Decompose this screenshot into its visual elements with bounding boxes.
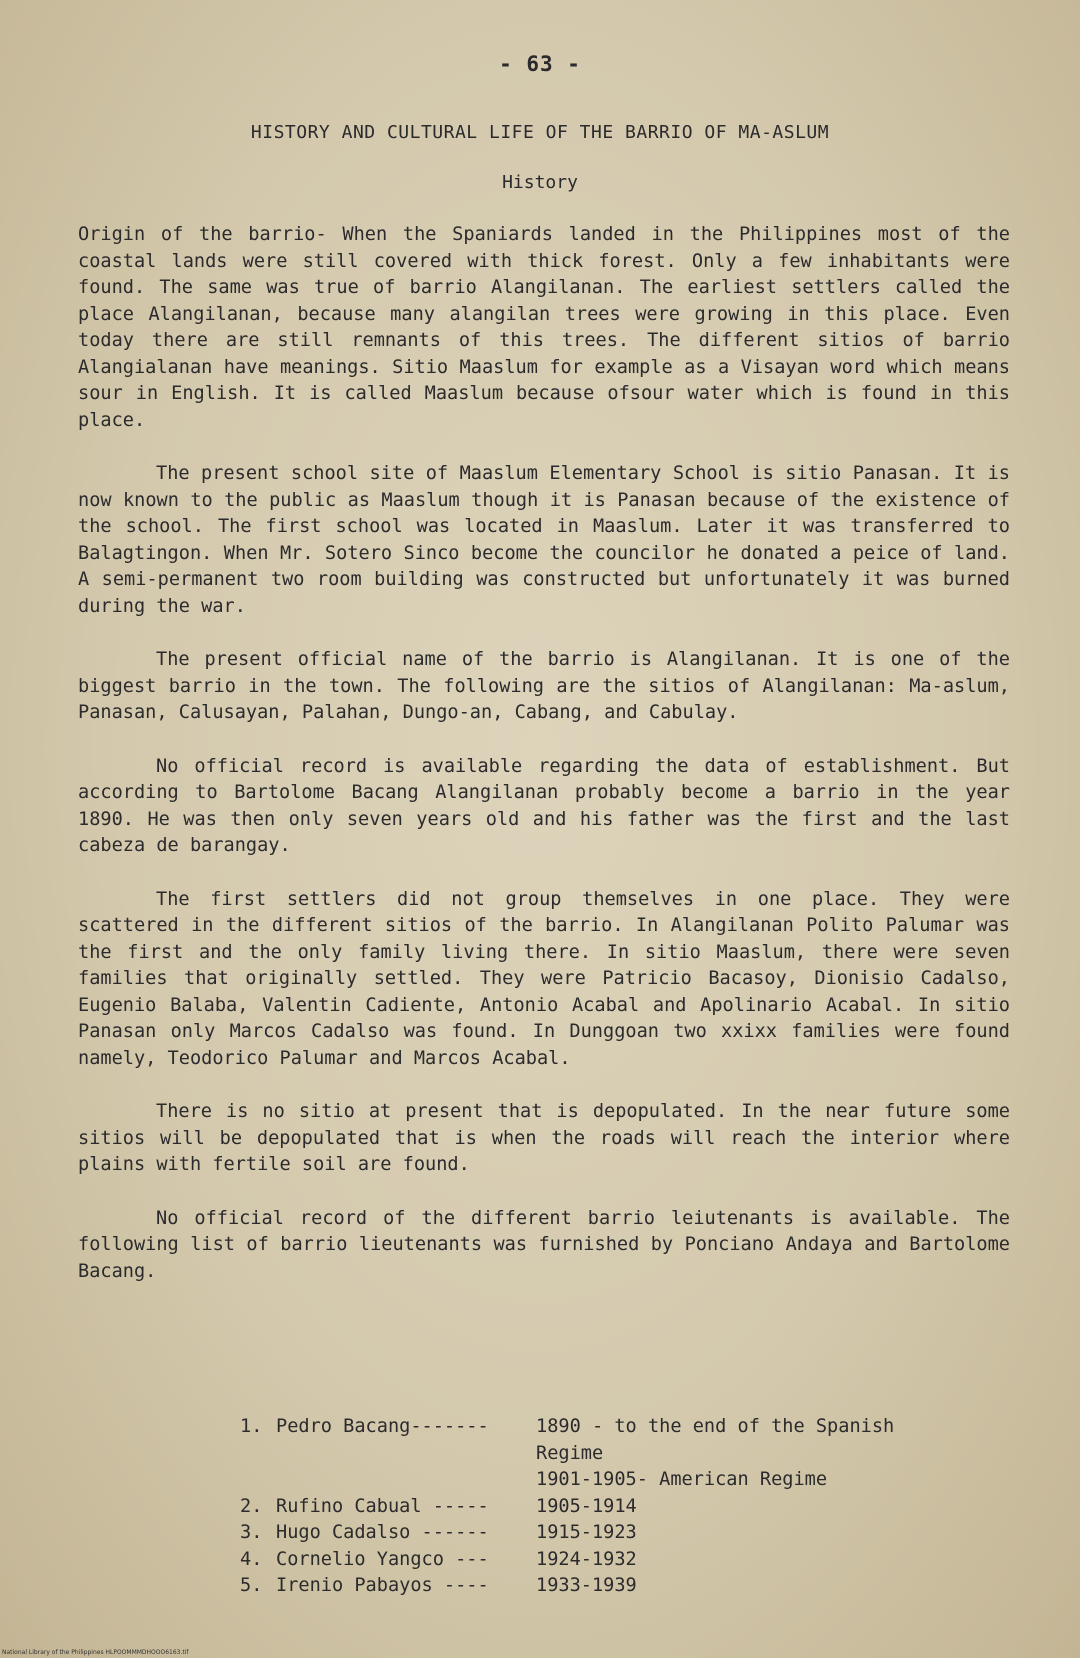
paragraph-official-name: The present official name of the barrio is Alangilanan. It is one of the biggest barrio in the town. The following are the sitios of Alangilanan: Ma-aslum, Panasan, Calusayan, Palahan, Dungo-an, Cabang, and Cabulay.	[78, 649, 1010, 723]
list-number: 4.	[240, 1548, 263, 1570]
list-number: 5.	[240, 1575, 263, 1596]
paragraph-establishment: No official record is available regarding the data of establishment. But according to Bartolome Bacang Alangilanan probably become a barrio in the year 1890. He was then only seven years old and his father was the first and the last cabeza de barangay.	[78, 755, 1010, 856]
paragraph-depopulation: There is no sitio at present that is depopulated. In the near future some sitios will be depopulated that is when the roads will reach the interior where plains with fertile soil are found.	[78, 1101, 1010, 1175]
term-period: 1890 - to the end of the Spanish Regime	[536, 1416, 895, 1464]
list-number: 3.	[240, 1522, 263, 1543]
term-period: 1924-1932	[536, 1548, 637, 1570]
lieutenants-list	[240, 1414, 1000, 1600]
term-period: 1915-1923	[536, 1522, 637, 1543]
list-item	[240, 1573, 1000, 1600]
list-number: 2.	[240, 1495, 263, 1517]
scan-footer: National Library of the Philippines HLPOOMMMDHOOO6163.tif	[2, 1649, 189, 1656]
paragraph-first-settlers: The first settlers did not group themselves in one place. They were scattered in the different sitios of the barrio. In Alangilanan Polito Palumar was the first and the only family living there. In sitio Maaslum, there were seven families that originally settled. They were Patricio Bacasoy, Dionisio Cadalso, Eugenio Balaba, Valentin Cadiente, Antonio Acabal and Apolinario Acabal. In sitio Panasan only Marcos Cadalso was found. In Dunggoan two xxixx families were found namely, Teodorico Palumar and Marcos Acabal.	[78, 888, 1010, 1069]
lieutenant-name: Rufino Cabual -----	[276, 1495, 489, 1517]
body-text	[78, 222, 1010, 1312]
lieutenant-name: Irenio Pabayos ----	[276, 1575, 489, 1596]
document-title: HISTORY AND CULTURAL LIFE OF THE BARRIO OF MA-ASLUM	[250, 122, 830, 143]
lieutenant-name: Cornelio Yangco ---	[276, 1548, 489, 1570]
lieutenant-name: Pedro Bacang-------	[276, 1416, 489, 1437]
list-number: 1.	[240, 1416, 263, 1437]
section-heading: History	[502, 172, 578, 193]
page-number: - 63 -	[499, 52, 581, 76]
term-period: 1933-1939	[536, 1575, 637, 1596]
lieutenant-name: Hugo Cadalso ------	[276, 1522, 489, 1543]
list-item	[240, 1494, 1000, 1521]
list-item	[240, 1547, 1000, 1574]
term-period-extra: 1901-1905- American Regime	[536, 1469, 828, 1490]
paragraph-origin: Origin of the barrio- When the Spaniards landed in the Philippines most of the coastal lands were still covered with thick forest. Only a few inhabitants were found. The same was true of barrio Alangilanan. The earliest settlers called the place Alangilanan, because many alangilan trees were growing in this place. Even today there are still remnants of this trees. The different sitios of barrio Alangialanan have meanings. Sitio Maaslum for example as a Visayan word which means sour in English. It is called Maaslum because ofsour water which is found in this place.	[78, 224, 1010, 431]
list-item	[240, 1414, 1000, 1467]
paragraph-lieutenants-intro: No official record of the different barrio leiutenants is available. The following list of barrio lieutenants was furnished by Ponciano Andaya and Bartolome Bacang.	[78, 1207, 1010, 1282]
list-item	[240, 1520, 1000, 1547]
term-period: 1905-1914	[536, 1495, 637, 1517]
paragraph-school-site: The present school site of Maaslum Elementary School is sitio Panasan. It is now known to the public as Maaslum though it is Panasan because of the existence of the school. The first school was located in Maaslum. Later it was transferred to Balagtingon. When Mr. Sotero Sinco become the councilor he donated a peice of land. A semi-permanent two room building was constructed but unfortunately it was burned during the war.	[78, 463, 1010, 617]
